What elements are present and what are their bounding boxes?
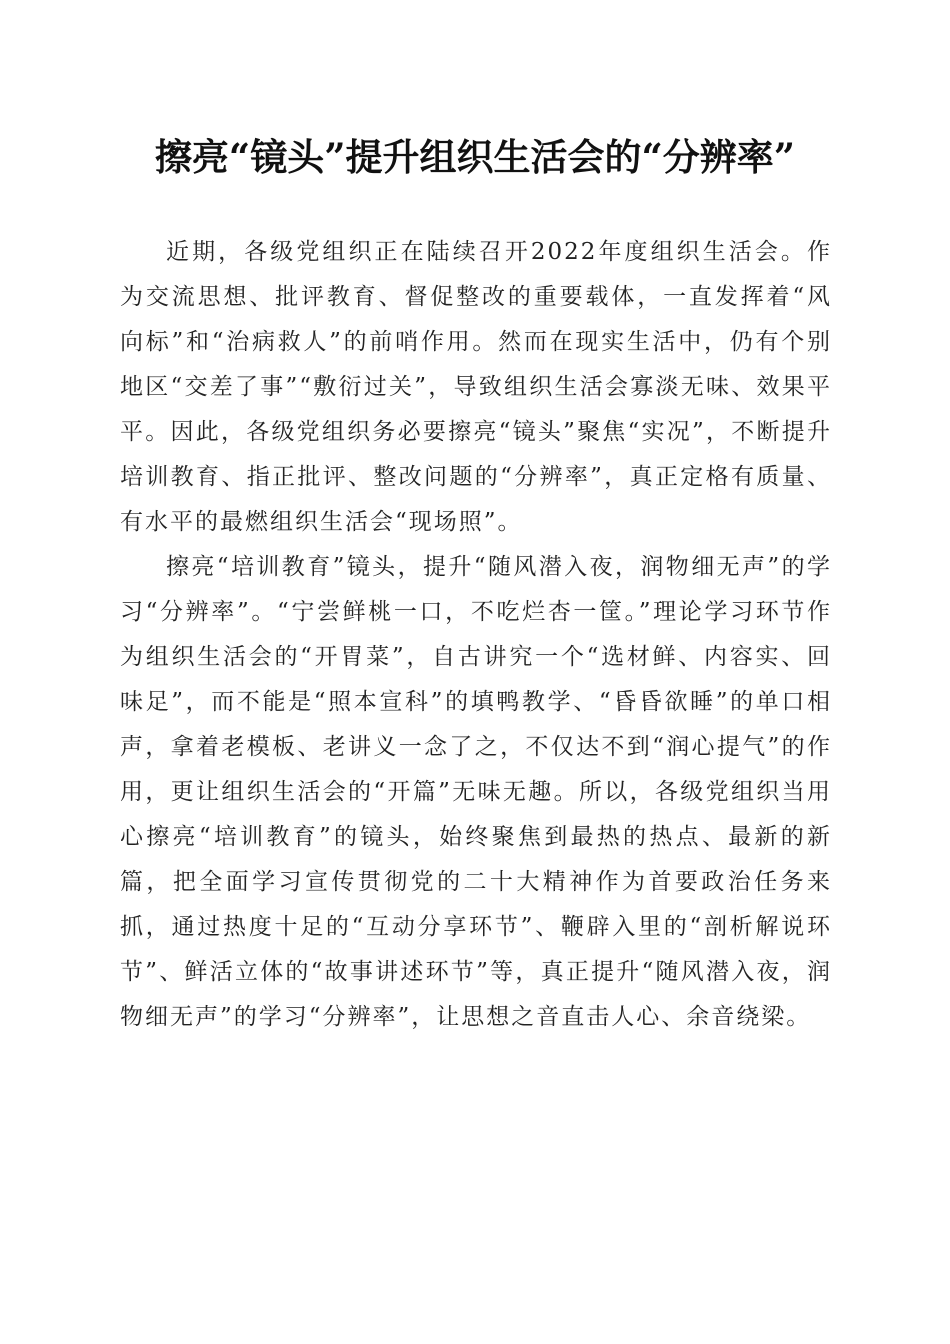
paragraph-2: 擦亮“培训教育”镜头，提升“随风潜入夜，润物细无声”的学习“分辨率”。“宁尝鲜桃一口，不吃烂杏一筐。”理论学习环节作为组织生活会的“开胃菜”，自古讲究一个“选材鲜、内容实、回味足”，而不能是“照本宣科”的填鸭教学、“昏昏欲睡”的单口相声，拿着老模板、老讲义一念了之，不仅达不到“润心提气”的作用，更让组织生活会的“开篇”无味无趣。所以，各级党组织当用心擦亮“培训教育”的镜头，始终聚焦到最热的热点、最新的新篇，把全面学习宣传贯彻党的二十大精神作为首要政治任务来抓，通过热度十足的“互动分享环节”、鞭辟入里的“剖析解说环节”、鲜活立体的“故事讲述环节”等，真正提升“随风潜入夜，润物细无声”的学习“分辨率”，让思想之音直击人心、余音绕梁。 [120, 554, 832, 1030]
paragraph-1: 近期，各级党组织正在陆续召开2022年度组织生活会。作为交流思想、批评教育、督促整改的重要载体，一直发挥着“风向标”和“治病救人”的前哨作用。然而在现实生活中，仍有个别地区“交差了事”“敷衍过关”，导致组织生活会寡淡无味、效果平平。因此，各级党组织务必要擦亮“镜头”聚焦“实况”，不断提升培训教育、指正批评、整改问题的“分辨率”，真正定格有质量、有水平的最燃组织生活会“现场照”。 [120, 239, 832, 535]
document-body [120, 230, 832, 1040]
document-title: 擦亮“镜头”提升组织生活会的“分辨率” [154, 135, 796, 179]
